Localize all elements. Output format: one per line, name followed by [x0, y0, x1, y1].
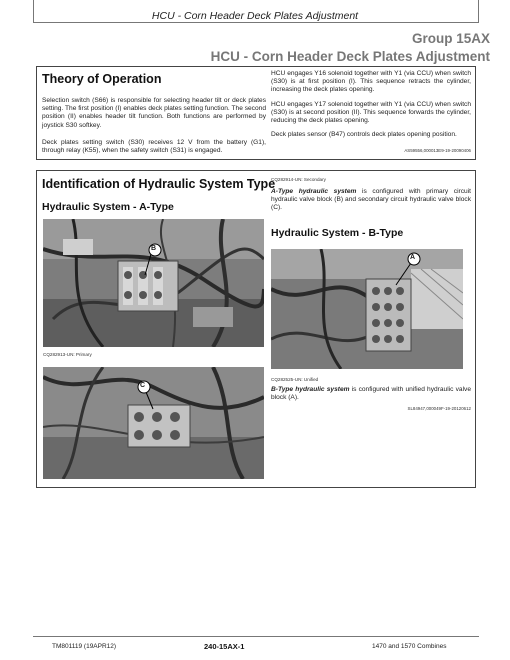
b-type-text: is configured with unified hydraulic valve block (A). — [271, 386, 471, 402]
primary-valve-photo — [43, 219, 264, 347]
a-type-text: is configured with primary circuit hydraulic valve block (B) and secondary circuit hydraulic valve block (C). — [271, 188, 472, 212]
hydraulic-reference-code: SL84947,000049F-19-20120612 — [407, 406, 471, 411]
primary-valve-illustration — [43, 219, 264, 347]
a-type-heading: Hydraulic System - A-Type — [42, 201, 174, 213]
footer-product-name: 1470 and 1570 Combines — [372, 643, 447, 650]
running-title: HCU - Corn Header Deck Plates Adjustment — [151, 10, 359, 22]
b-type-heading: Hydraulic System - B-Type — [271, 227, 404, 239]
unified-valve-illustration — [271, 249, 463, 369]
a-type-description — [271, 188, 471, 213]
theory-reference-code: AS59556,000013E9-19-20090406 — [404, 148, 471, 153]
group-number: Group 15AX — [411, 31, 490, 46]
footer-rule — [33, 636, 479, 637]
theory-heading: Theory of Operation — [42, 72, 162, 86]
hydraulic-heading: Identification of Hydraulic System Type — [42, 177, 276, 191]
hydraulic-section — [36, 170, 476, 488]
secondary-valve-illustration — [43, 367, 264, 479]
primary-photo-caption: CQ282913-UN: Primary — [43, 352, 92, 357]
footer-page-number: 240-15AX-1 — [204, 642, 245, 651]
theory-paragraph-2: Deck plates setting switch (S30) receives 12 V from the battery (G1), through relay (K55), when the safety switch (S31) is engaged. — [42, 139, 266, 155]
unified-photo-caption: CQ282525-UN: Unified — [271, 377, 319, 382]
b-type-term: B-Type hydraulic system — [271, 386, 350, 393]
theory-paragraph-5: Deck plates sensor (B47) controls deck plates opening position. — [271, 131, 457, 138]
secondary-photo-caption: CQ282914-UN: Secondary — [271, 177, 326, 182]
a-type-term: A-Type hydraulic system — [271, 188, 357, 195]
callout-a: A — [410, 254, 416, 261]
unified-valve-photo — [271, 249, 463, 369]
b-type-description — [271, 386, 471, 402]
theory-paragraph-4: HCU engages Y17 solenoid together with Y1 (via CCU) when switch (S30) is at second position (II). This sequence forwards the cylinder, reducing the deck plates opening. — [271, 101, 471, 125]
callout-b: B — [151, 245, 157, 252]
theory-paragraph-3: HCU engages Y16 solenoid together with Y1 (via CCU) when switch (S30) is at first position (I). This sequence retracts the cylinder, increasing the deck plates opening. — [271, 70, 471, 94]
page-title: HCU - Corn Header Deck Plates Adjustment — [210, 49, 490, 64]
footer-manual-code: TM801119 (19APR12) — [52, 643, 117, 650]
theory-section — [36, 66, 476, 160]
header-rule — [33, 22, 479, 23]
theory-paragraph-1: Selection switch (S66) is responsible for selecting header tilt or deck plates setting. The first position (I) enables deck plates setting function. The second position (II) enables header tilt function. Both functions are performed by joystick S30 softkey. — [42, 97, 266, 129]
secondary-valve-photo — [43, 367, 264, 479]
callout-c: C — [140, 382, 146, 389]
